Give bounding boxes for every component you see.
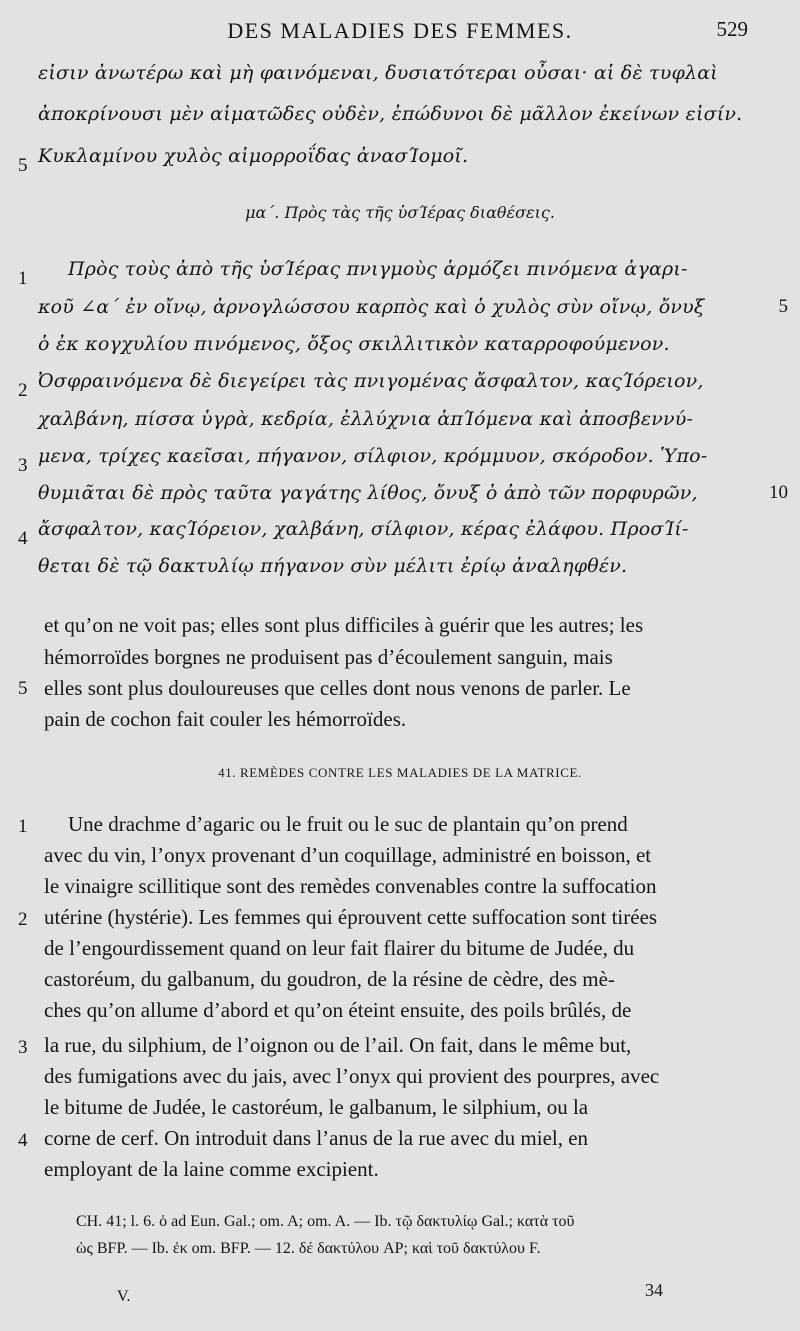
greek-line: ὁ ἐκ κογχυλίου πινόμενος, ὄξος σκιλλιτικὸν καταρροφούμενον. [38, 333, 670, 355]
greek-line-number: 1 [18, 268, 28, 289]
greek-line-number: 3 [18, 455, 28, 476]
footnote-line: ὡς BFP. — Ib. ἐκ om. BFP. — 12. δέ δακτύλου AP; καὶ τοῦ δακτύλου F. [76, 1240, 541, 1257]
french-line: des fumigations avec du jais, avec l’onyx qui provient des pourpres, avec [44, 1064, 660, 1088]
french-line: le vinaigre scillitique sont des remèdes convenables contre la suffocation [44, 874, 657, 898]
greek-line: κοῦ ∠α΄ ἐν οἴνῳ, ἀρνογλώσσου καρπὸς καὶ ὁ χυλὸς σὺν οἴνῳ, ὄνυξ [38, 296, 705, 318]
french-line: de l’engourdissement quand on leur fait flairer du bitume de Judée, du [44, 936, 635, 960]
greek-line: ἀποκρίνουσι μὲν αἱματῶδες οὐδὲν, ἐπώδυνοι δὲ μᾶλλον ἐκείνων εἰσίν. [38, 103, 743, 125]
greek-line: ἄσφαλτον, καςΊόρειον, χαλβάνη, σίλφιον, κέρας ἐλάφου. ΠροσΊί- [38, 518, 689, 540]
greek-line: Ὀσφραινόμενα δὲ διεγείρει τὰς πνιγομένας ἄσφαλτον, καςΊόρειον, [38, 370, 704, 392]
greek-line-number: 4 [18, 528, 28, 549]
greek-line: θεται δὲ τῷ δακτυλίῳ πήγανον σὺν μέλιτι ἐρίῳ ἀναληφθέν. [38, 555, 628, 577]
signature-number: 34 [645, 1280, 663, 1300]
greek-line: Κυκλαμίνου χυλὸς αἱμορροΐδας ἀνασΊομοῖ. [38, 145, 469, 167]
french-line: elles sont plus douloureuses que celles dont nous venons de parler. Le [44, 676, 631, 700]
french-line-number: 2 [18, 909, 28, 930]
greek-line-number-right: 5 [778, 296, 788, 317]
page-number: 529 [716, 17, 748, 41]
french-line: la rue, du silphium, de l’oignon ou de l’ail. On fait, dans le même but, [44, 1033, 632, 1057]
greek-line-number: 5 [18, 155, 28, 176]
greek-chapter-heading: μα΄. Πρὸς τὰς τῆς ὑσΊέρας διαθέσεις. [245, 203, 555, 222]
french-line-number: 3 [18, 1037, 28, 1058]
footnote-line: CH. 41; l. 6. ὁ ad Eun. Gal.; om. A; om. A. — Ib. τῷ δακτυλίῳ Gal.; κατὰ τοῦ [76, 1213, 575, 1230]
greek-line: θυμιᾶται δὲ πρὸς ταῦτα γαγάτης λίθος, ὄνυξ ὁ ἀπὸ τῶν πορφυρῶν, [38, 482, 698, 504]
french-line: le bitume de Judée, le castoréum, le galbanum, le silphium, ou la [44, 1095, 589, 1119]
greek-line: Πρὸς τοὺς ἀπὸ τῆς ὑσΊέρας πνιγμοὺς ἁρμόζει πινόμενα ἀγαρι- [68, 258, 688, 280]
french-line: castoréum, du galbanum, du goudron, de la résine de cèdre, des mè- [44, 967, 615, 991]
french-line-number: 4 [18, 1130, 28, 1151]
greek-line-number-right: 10 [769, 482, 788, 503]
french-line-number: 1 [18, 816, 28, 837]
french-line: hémorroïdes borgnes ne produisent pas d’écoulement sanguin, mais [44, 645, 613, 669]
french-line: employant de la laine comme excipient. [44, 1157, 379, 1181]
signature-mark: V. [117, 1288, 131, 1305]
french-line: corne de cerf. On introduit dans l’anus de la rue avec du miel, en [44, 1126, 589, 1150]
french-line: avec du vin, l’onyx provenant d’un coquillage, administré en boisson, et [44, 843, 652, 867]
french-line: ches qu’on allume d’abord et qu’on éteint ensuite, des poils brûlés, de [44, 998, 632, 1022]
french-chapter-heading: 41. REMÈDES CONTRE LES MALADIES DE LA MATRICE. [218, 765, 582, 780]
running-title: DES MALADIES DES FEMMES. [227, 18, 573, 43]
greek-line: μενα, τρίχες καεῖσαι, πήγανον, σίλφιον, κρόμμυον, σκόροδον. Ὑπο- [38, 445, 708, 467]
french-line: et qu’on ne voit pas; elles sont plus difficiles à guérir que les autres; les [44, 613, 644, 637]
french-line: Une drachme d’agaric ou le fruit ou le suc de plantain qu’on prend [68, 812, 628, 836]
greek-line-number: 2 [18, 380, 28, 401]
french-line: utérine (hystérie). Les femmes qui éprouvent cette suffocation sont tirées [44, 905, 658, 929]
greek-line: χαλβάνη, πίσσα ὑγρὰ, κεδρία, ἐλλύχνια ἁπΊόμενα καὶ ἀποσβεννύ- [38, 408, 694, 430]
greek-line: εἰσιν ἀνωτέρω καὶ μὴ φαινόμεναι, δυσιατότεραι οὖσαι· αἱ δὲ τυφλαὶ [38, 62, 718, 84]
french-line-number: 5 [18, 678, 28, 699]
french-line: pain de cochon fait couler les hémorroïdes. [44, 707, 407, 731]
